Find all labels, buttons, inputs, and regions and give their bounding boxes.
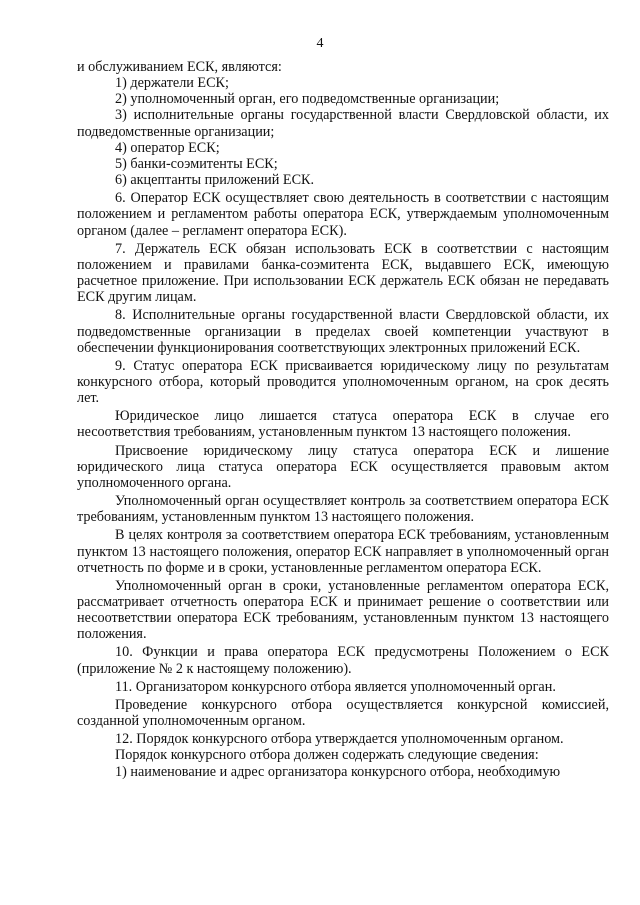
list-item-3: 3) исполнительные органы государственной власти Свердловской области, их подведомственные организации; <box>77 107 609 140</box>
list-item-4: 4) оператор ЕСК; <box>115 139 220 156</box>
clause-11: 11. Организатором конкурсного отбора является уполномоченный орган. <box>115 678 556 695</box>
page-number: 4 <box>316 36 324 51</box>
list-item-5: 5) банки-соэмитенты ЕСК; <box>115 155 278 172</box>
clause-6: 6. Оператор ЕСК осуществляет свою деятельность в соответствии с настоящим положением и регламентом работы оператора ЕСК, утверждаемым уполномоченным органом (далее – регламент оператора ЕСК). <box>77 190 609 239</box>
list-item-6: 6) акцептанты приложений ЕСК. <box>115 172 315 189</box>
clause-9-control: Уполномоченный орган осуществляет контроль за соответствием оператора ЕСК требованиям, установленным пунктом 13 настоящего положения. <box>77 493 609 526</box>
clause-9-revocation: Юридическое лицо лишается статуса оператора ЕСК в случае его несоответствия требованиям, установленным пунктом 13 настоящего положения. <box>77 408 609 441</box>
clause-8: 8. Исполнительные органы государственной власти Свердловской области, их подведомственные организации в пределах своей компетенции участвуют в обеспечении функционирования соответствующих электронных приложений ЕСК. <box>77 307 609 356</box>
clause-9: 9. Статус оператора ЕСК присваивается юридическому лицу по результатам конкурсного отбора, который проводится уполномоченным органом, на срок десять лет. <box>77 357 609 407</box>
clause-9-reporting: В целях контроля за соответствием оператора ЕСК требованиям, установленным пунктом 13 настоящего положения, оператор ЕСК направляет в уполномоченный орган отчетность по форме и в сроки, установленные регламентом оператора ЕСК. <box>77 527 609 576</box>
clause-9-review: Уполномоченный орган в сроки, установленные регламентом оператора ЕСК, рассматривает отчетность оператора ЕСК и принимает решение о соответствии или несоответствии оператора ЕСК требованиям, установленным пунктом 13 настоящего положения. <box>77 577 609 643</box>
clause-12-item-1: 1) наименование и адрес организатора конкурсного отбора, необходимую <box>115 763 561 780</box>
document-body <box>77 59 609 780</box>
clause-9-legal-act: Присвоение юридическому лицу статуса оператора ЕСК и лишение юридического лица статуса оператора ЕСК осуществляется правовым актом уполномоченного органа. <box>77 442 609 491</box>
list-item-2: 2) уполномоченный орган, его подведомственные организации; <box>115 91 500 108</box>
list-item-1: 1) держатели ЕСК; <box>115 75 229 92</box>
clause-12: 12. Порядок конкурсного отбора утверждается уполномоченным органом. <box>115 731 564 748</box>
paragraph-intro: и обслуживанием ЕСК, являются: <box>77 59 282 75</box>
clause-12-contents: Порядок конкурсного отбора должен содержать следующие сведения: <box>115 747 539 764</box>
clause-10: 10. Функции и права оператора ЕСК предусмотрены Положением о ЕСК (приложение № 2 к настоящему положению). <box>77 644 609 677</box>
clause-11-commission: Проведение конкурсного отбора осуществляется конкурсной комиссией, созданной уполномоченным органом. <box>77 696 609 730</box>
clause-7: 7. Держатель ЕСК обязан использовать ЕСК в соответствии с настоящим положением и правилами банка-соэмитента ЕСК, выдавшего ЕСК, имеющую расчетное приложение. При использовании ЕСК держатель ЕСК обязан не передавать ЕСК другим лицам. <box>77 240 609 306</box>
